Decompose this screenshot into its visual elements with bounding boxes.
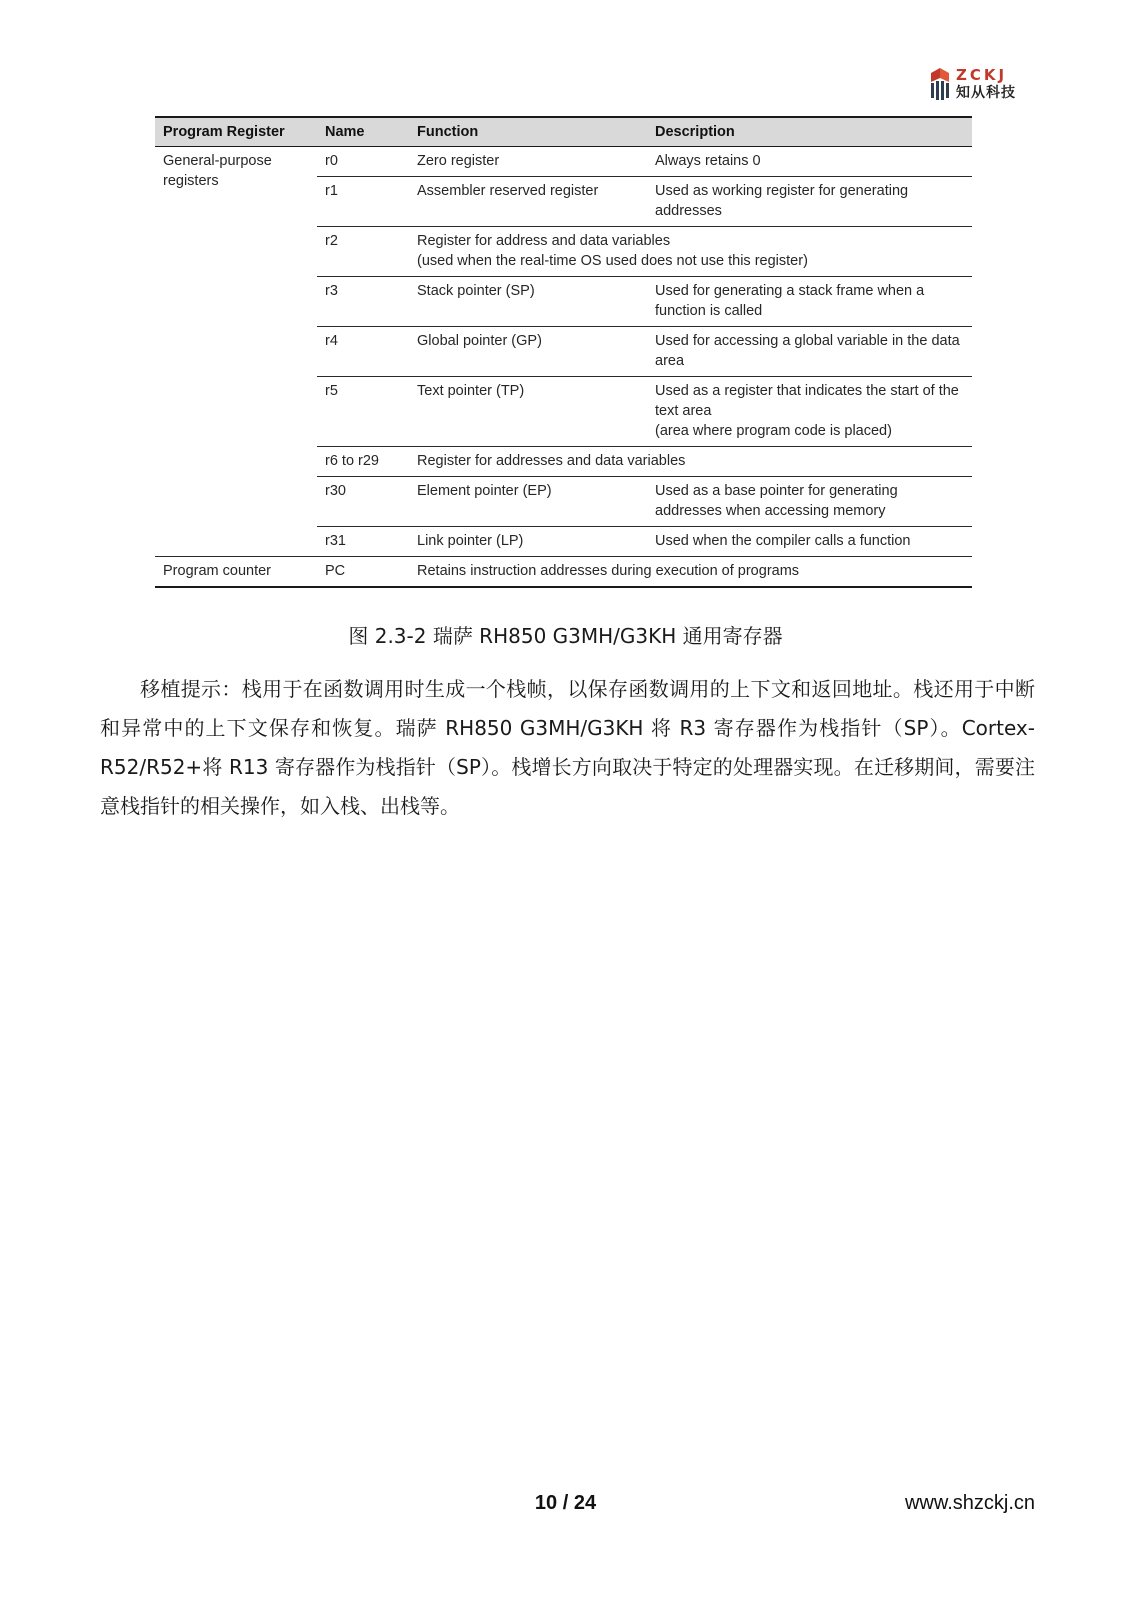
page-number: 10 / 24 — [534, 1492, 597, 1514]
footer-website: www.shzckj.cn — [904, 1492, 1035, 1514]
logo-latin-text: ZCKJ — [956, 66, 1008, 84]
figure-caption: 图 2.3-2 瑞萨 RH850 G3MH/G3KH 通用寄存器 — [348, 624, 783, 648]
register-name: r31 — [317, 527, 409, 557]
register-function: Element pointer (EP) — [409, 477, 647, 527]
group-cell-gpr: General-purpose registers — [163, 153, 272, 189]
register-description: Used for accessing a global variable in the data area — [647, 327, 972, 377]
register-name: r3 — [317, 277, 409, 327]
register-function: Stack pointer (SP) — [409, 277, 647, 327]
register-name: r2 — [317, 227, 409, 277]
porting-tip-paragraph: 移植提示：栈用于在函数调用时生成一个栈帧，以保存函数调用的上下文和返回地址。栈还用于中断和异常中的上下文保存和恢复。瑞萨 RH850 G3MH/G3KH 将 R3 寄存器作为栈指针（SP）。Cortex-R52/R52+将 R13 寄存器作为栈指针（SP）。栈增长方向取决于特定的处理器实现。在迁移期间，需要注意栈指针的相关操作，如入栈、出栈等。 — [100, 677, 1035, 818]
register-description: Used as working register for generating addresses — [647, 177, 972, 227]
logo-mark-icon — [928, 68, 952, 100]
register-name: r30 — [317, 477, 409, 527]
register-description: Used for generating a stack frame when a function is called — [647, 277, 972, 327]
register-description — [647, 377, 972, 447]
register-function: Text pointer (TP) — [409, 377, 647, 447]
col-header-program-register: Program Register — [155, 117, 317, 147]
register-function: Zero register — [409, 147, 647, 177]
register-function: Register for addresses and data variables — [409, 447, 972, 477]
col-header-description: Description — [647, 117, 972, 147]
register-function: Retains instruction addresses during execution of programs — [409, 557, 972, 588]
register-function: Global pointer (GP) — [409, 327, 647, 377]
group-cell-program-counter: Program counter — [155, 557, 317, 588]
table-row-program-counter — [155, 557, 972, 588]
register-table — [155, 116, 972, 588]
register-description: Always retains 0 — [647, 147, 972, 177]
register-name: r5 — [317, 377, 409, 447]
register-name: r0 — [317, 147, 409, 177]
register-function-line: Register for address and data variables — [417, 233, 671, 249]
register-name: r1 — [317, 177, 409, 227]
register-name: PC — [317, 557, 409, 588]
logo-cn-text: 知从科技 — [956, 85, 1016, 101]
register-description: Used when the compiler calls a function — [647, 527, 972, 557]
register-function-note: (used when the real-time OS used does not use this register) — [417, 253, 808, 269]
company-logo — [928, 66, 1034, 102]
register-function: Assembler reserved register — [409, 177, 647, 227]
table-header-row — [155, 117, 972, 147]
col-header-function: Function — [409, 117, 647, 147]
register-function: Link pointer (LP) — [409, 527, 647, 557]
col-header-name: Name — [317, 117, 409, 147]
register-description-line: Used as a register that indicates the start of the text area — [655, 383, 959, 419]
register-name: r4 — [317, 327, 409, 377]
register-description-note: (area where program code is placed) — [655, 423, 892, 439]
register-function — [409, 227, 972, 277]
table-row — [155, 147, 972, 177]
register-description: Used as a base pointer for generating addresses when accessing memory — [647, 477, 972, 527]
register-name: r6 to r29 — [317, 447, 409, 477]
